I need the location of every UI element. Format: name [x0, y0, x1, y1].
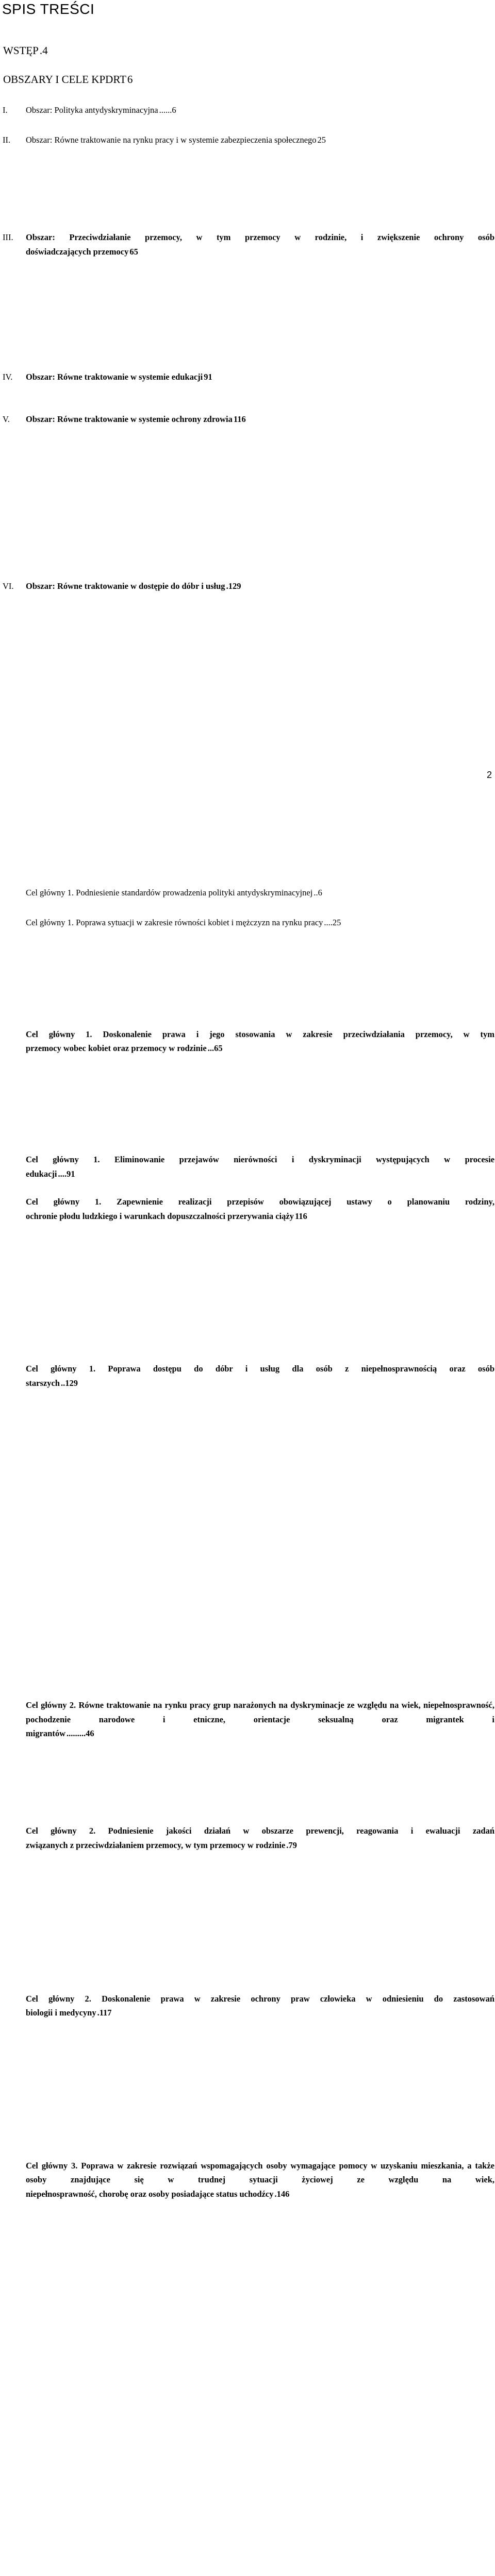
- toc-page-number: 116: [294, 1211, 307, 1221]
- toc-entry-text: Cel główny 2. Równe traktowanie na rynku pracy grup narażonych na dyskryminacje ze względu na wiek, niepełnosprawność, pochodzenie narodowe i etniczne, orientacje seksualną oraz migrantek i: [26, 1700, 494, 1724]
- toc-entry-text: Obszar: Równe traktowanie na rynku pracy i w systemie zabezpieczenia społecznego: [26, 135, 317, 145]
- toc-page-number: .79: [286, 1840, 297, 1850]
- toc-page-number: ....91: [58, 1168, 75, 1179]
- toc-entry-text: Cel główny 3. Poprawa w zakresie rozwiązań wspomagających osoby wymagające pomocy w uzyskaniu mieszkania, a także osoby znajdujące się w trudnej sytuacji życiowej ze względu na wiek,: [26, 2160, 494, 2185]
- toc-entry-line: [26, 579, 494, 1362]
- toc-entry-text: przemocy wobec kobiet oraz przemocy w rodzinie: [26, 1043, 207, 1054]
- toc-page-number: ....25: [324, 918, 341, 927]
- toc-entry-text: ochronie płodu ludzkiego i warunkach dopuszczalności przerywania ciąży: [26, 1211, 294, 1221]
- toc-entry-text: Obszar: Równe traktowanie w dostępie do dóbr i usług: [26, 581, 225, 591]
- toc-page-number: ..6: [314, 888, 322, 897]
- toc-entry-text: biologii i medycyny: [26, 2008, 96, 2018]
- toc-page-number: .........46: [67, 1728, 94, 1739]
- section-number: VI.: [3, 581, 14, 591]
- toc-page-number: 6: [127, 73, 133, 86]
- toc-entry-text: Cel główny 1. Poprawa dostępu do dóbr i usług dla osób z niepełnosprawnością oraz osób: [26, 1364, 494, 1374]
- toc-entry-text: migrantów: [26, 1728, 65, 1739]
- toc-entry-text: Obszar: Polityka antydyskryminacyjna: [26, 105, 158, 115]
- toc-entry-text: Cel główny 2. Podniesienie jakości działań w obszarze prewencji, reagowania i ewaluacji zadań: [26, 1826, 494, 1836]
- toc-page-number: .4: [39, 44, 48, 57]
- toc-entry-line: [26, 1376, 494, 2159]
- toc-entry-text: Cel główny 1. Podniesienie standardów prowadzenia polityki antydyskryminacyjnej: [26, 888, 313, 897]
- toc-section: [3, 579, 495, 2576]
- toc-entry-text: Obszar: Przeciwdziałanie przemocy, w tym przemocy w rodzinie, i zwiększenie ochrony osób: [26, 232, 494, 242]
- toc-entry-text: Cel główny 1. Eliminowanie przejawów nierówności i dyskryminacji występujących w procesie: [26, 1155, 494, 1164]
- toc-page-number: ..129: [60, 1378, 78, 1388]
- toc-page-number: 116: [233, 414, 246, 424]
- section-entries: [26, 579, 494, 2576]
- section-number: III.: [3, 232, 13, 242]
- toc-page-number: .129: [226, 581, 241, 591]
- toc-page-number: .117: [97, 2008, 112, 2018]
- toc-page-number: ...65: [207, 1043, 223, 1054]
- toc-entry-text: Cel główny 1. Doskonalenie prawa i jego stosowania w zakresie przeciwdziałania przemocy, w tym: [26, 1029, 494, 1039]
- section-number: I.: [3, 105, 8, 115]
- toc-entry[interactable]: [26, 579, 494, 1362]
- toc-entry-text: starszych: [26, 1378, 60, 1388]
- section-number: V.: [3, 414, 10, 424]
- toc-entry-text: związanych z przeciwdziałaniem przemocy, w tym przemocy w rodzinie: [26, 1840, 286, 1850]
- toc-page-number: 91: [204, 372, 212, 382]
- toc-page-number: 65: [129, 246, 138, 257]
- toc-page-number: 25: [317, 135, 326, 145]
- page-title: SPIS TREŚCI: [2, 1, 95, 17]
- toc-entry[interactable]: [26, 1362, 494, 2159]
- toc-entry-line: [26, 2187, 494, 2576]
- toc-entry-text: edukacji: [26, 1168, 57, 1179]
- toc-entry-text: Cel główny 2. Doskonalenie prawa w zakresie ochrony praw człowieka w odniesieniu do zastosowań: [26, 1993, 494, 2004]
- toc-entry-text: Cel główny 1. Zapewnienie realizacji przepisów obowiązującej ustawy o planowaniu rodziny,: [26, 1197, 494, 1207]
- toc-page-number: ......6: [159, 105, 176, 115]
- toc-entry-text: WSTĘP: [3, 44, 39, 57]
- toc-entry-text: niepełnosprawność, chorobę oraz osoby posiadające status uchodźcy: [26, 2189, 274, 2199]
- toc-entry-text: doświadczających przemocy: [26, 246, 129, 257]
- toc-entry[interactable]: [26, 2159, 494, 2576]
- toc-page-number: .146: [274, 2189, 290, 2199]
- page-number: 2: [486, 770, 492, 780]
- toc-entry-text: Cel główny 1. Poprawa sytuacji w zakresie równości kobiet i mężczyzn na rynku pracy: [26, 918, 323, 927]
- toc-entry-text: OBSZARY I CELE KPDRT: [3, 73, 126, 86]
- section-number: II.: [3, 135, 11, 145]
- section-number: IV.: [3, 372, 13, 382]
- toc-entry-text: Obszar: Równe traktowanie w systemie edukacji: [26, 372, 203, 382]
- toc-entry-text: Obszar: Równe traktowanie w systemie ochrony zdrowia: [26, 414, 233, 424]
